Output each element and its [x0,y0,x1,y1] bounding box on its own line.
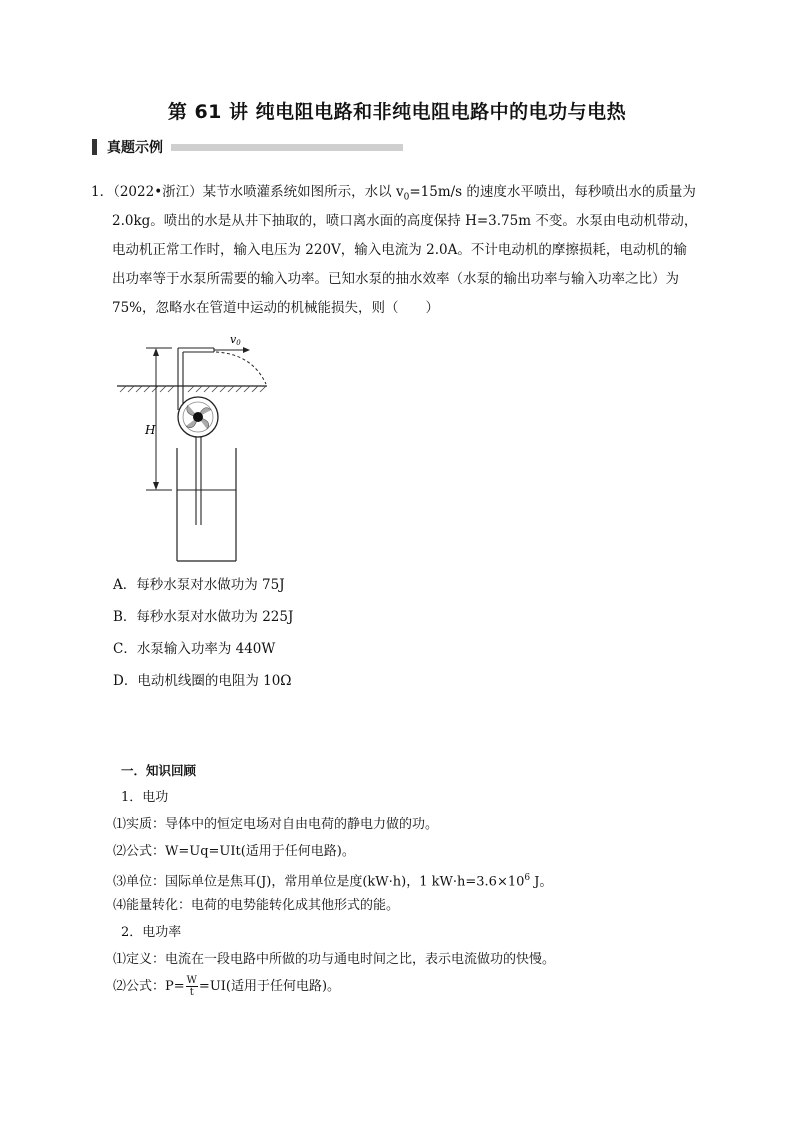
subsection-electric-work: 1．电功 [121,790,169,805]
option-b[interactable]: B．每秒水泵对水做功为 225J [113,609,294,625]
velocity-label: v0 [230,333,241,347]
irrigation-diagram [112,330,282,565]
options-list [113,569,293,697]
question-line-2: 2.0kg。喷出的水是从井下抽取的，喷口离水面的高度保持 H=3.75m 不变。水泵由电动机带动， [112,213,698,229]
question-source: （2022•浙江） [113,184,203,200]
question-1 [91,178,711,323]
work-essence: ⑴实质：导体中的恒定电场对自由电荷的静电力做的功。 [113,817,439,832]
work-unit: ⑶单位：国际单位是焦耳(J)，常用单位是度(kW·h)，1 $kW\cdot h=3.6\times 10^6$ J。 [113,873,553,890]
question-line-3: 电动机正常工作时，输入电压为 220V，输入电流为 2.0A。不计电动机的摩擦损耗，电动机的输 [112,242,687,258]
option-d[interactable]: D．电动机线圈的电阻为 10Ω [113,673,292,689]
work-formula: ⑵公式：W=Uq=UIt(适用于任何电路)。 [113,844,355,859]
pump [178,397,218,437]
work-energy-conversion: ⑷能量转化：电荷的电势能转化成其他形式的能。 [113,898,400,913]
section-rule [171,144,403,151]
section-marker [92,139,97,155]
power-formula: ⑵公式：P= $\frac{W}{t}$ =UI(适用于任何电路)。 [113,975,341,998]
height-arrow-bottom [153,482,159,490]
height-dimension [146,348,172,490]
height-arrow-top [153,348,159,356]
velocity-arrowhead [243,347,250,353]
knowledge-heading: 一．知识回顾 [121,763,197,778]
question-line-5: 75%，忽略水在管道中运动的机械能损失，则（ ） [112,300,440,316]
knowledge-review [113,757,555,1000]
power-definition: ⑴定义：电流在一段电路中所做的功与通电时间之比，表示电流做功的快慢。 [113,952,556,967]
water-trajectory [216,352,266,384]
page-title: 第 61 讲 纯电阻电路和非纯电阻电路中的电功与电热 [167,101,627,123]
well [177,448,236,561]
subsection-electric-power: 2．电功率 [121,925,182,940]
ground-hatch [120,386,266,392]
section-label: 真题示例 [107,140,163,156]
option-c[interactable]: C．水泵输入功率为 440W [113,641,276,657]
inlet-pipe [196,437,201,525]
question-line-4: 出功率等于水泵所需要的输入功率。已知水泵的抽水效率（水泵的输出功率与输入功率之比）为 [112,271,679,287]
section-header [92,137,403,157]
question-number: 1． [91,184,114,200]
height-label: H [145,423,156,437]
question-line-1: 1．（2022•浙江）某节水喷灌系统如图所示，水以 $v_0=15m/s$ 的速度水平喷出，每秒喷出水的质量为 [91,184,696,203]
power-fraction: $\frac{W}{t}$ [186,975,197,998]
option-a[interactable]: A．每秒水泵对水做功为 75J [113,577,285,593]
